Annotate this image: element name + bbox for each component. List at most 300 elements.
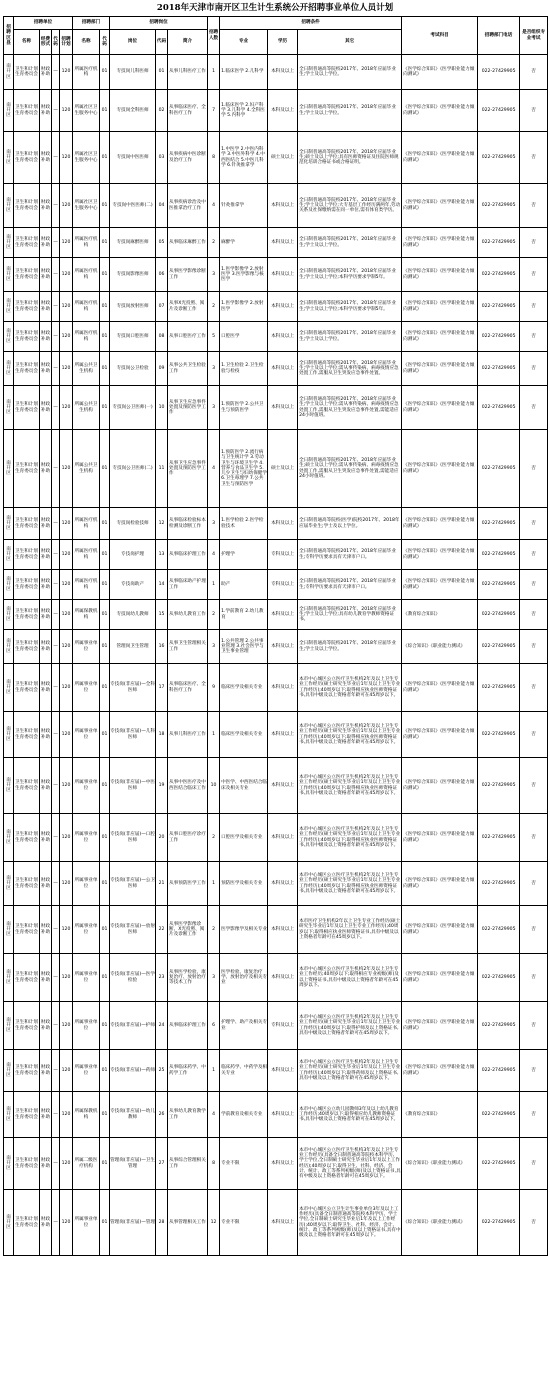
header-post: 岗位 xyxy=(110,30,156,55)
dept-name-cell: 所属社区卫生服务中心 xyxy=(73,184,100,228)
funding-cell: 财政补助 xyxy=(40,228,52,258)
dept-name-cell: 所属事业单位 xyxy=(73,758,100,814)
major-cell: 口腔医学及相关专业 xyxy=(220,814,268,862)
dept-code-cell: 01 xyxy=(100,258,110,292)
post-cell: 专技岗(非应届)—全科医师 xyxy=(110,664,156,712)
district-cell: 南开区 xyxy=(4,292,14,322)
prof-test-cell: 否 xyxy=(520,508,548,540)
plan-cell: 120 xyxy=(60,664,73,712)
other-cell: 全日制普通高等院校2017年、2018年应届毕业生;学士及以上学位;本科学历要求学制5年。 xyxy=(298,292,402,322)
other-cell: 全日制普通高等院校2017年、2018年应届毕业生;学士及以上学位;大专基层工作经历满两年,劳动关系及社保缴纳需在同一单位,需有体育类学历。 xyxy=(298,184,402,228)
post-code-cell: 28 xyxy=(156,1190,168,1256)
code-cell: — xyxy=(52,1092,60,1138)
phone-cell: 022-27429905 xyxy=(478,630,520,664)
post-code-cell: 07 xyxy=(156,292,168,322)
header-plan: 招聘计划 xyxy=(60,30,73,55)
unit-name-cell: 卫生和计划生育委员会 xyxy=(14,630,40,664)
major-cell: 临床医学及相关专业 xyxy=(220,712,268,758)
dept-name-cell: 所属保教机构 xyxy=(73,1092,100,1138)
other-cell: 本市中心城区公立医疗卫生机构2年及以上卫生专业工作经历(硕士研究生毕业后1年及以上卫生专业工作经历);40周岁以下;取得相应执业医师资格证书,具有中级及以上资格者年龄可在45周岁以下。 xyxy=(298,814,402,862)
header-exam: 考试科目 xyxy=(402,17,478,55)
exam-cell: 《医学综合知识》《医学职业能力倾向测试》 xyxy=(402,292,478,322)
district-cell: 南开区 xyxy=(4,906,14,954)
plan-cell: 120 xyxy=(60,430,73,508)
phone-cell: 022-27429905 xyxy=(478,906,520,954)
exam-cell: 《医学综合知识》《医学职业能力倾向测试》 xyxy=(402,1050,478,1092)
edu-cell: 本科及以上 xyxy=(268,1138,298,1190)
plan-cell: 120 xyxy=(60,228,73,258)
plan-cell: 120 xyxy=(60,954,73,1002)
table-row xyxy=(4,258,548,292)
count-cell: 2 xyxy=(208,814,220,862)
phone-cell: 022-27429905 xyxy=(478,430,520,508)
count-cell: 7 xyxy=(208,90,220,132)
phone-cell: 022-27429905 xyxy=(478,758,520,814)
post-code-cell: 19 xyxy=(156,758,168,814)
edu-cell: 硕士及以上 xyxy=(268,132,298,184)
unit-name-cell: 卫生和计划生育委员会 xyxy=(14,758,40,814)
dept-code-cell: 01 xyxy=(100,292,110,322)
count-cell: 3 xyxy=(208,386,220,430)
other-cell: 本市中心城区公立医疗卫生机构2年及以上卫生专业工作经历(硕士研究生毕业后1年及以上卫生专业工作经历);40周岁以下;取得相应执业医师资格证书,具有中级及以上资格者年龄可在45周岁以下。 xyxy=(298,758,402,814)
count-cell: 3 xyxy=(208,352,220,386)
table-row xyxy=(4,352,548,386)
count-cell: 4 xyxy=(208,1092,220,1138)
dept-code-cell: 01 xyxy=(100,712,110,758)
prof-test-cell: 否 xyxy=(520,600,548,630)
post-code-cell: 03 xyxy=(156,132,168,184)
exam-cell: 《医学综合知识》《医学职业能力倾向测试》 xyxy=(402,664,478,712)
count-cell: 1 xyxy=(208,55,220,90)
desc-cell: 从事儿科医疗工作 xyxy=(168,712,208,758)
dept-name-cell: 所属医疗机构 xyxy=(73,228,100,258)
desc-cell: 从事卫生应急事件处置及预防医学工作 xyxy=(168,430,208,508)
plan-cell: 120 xyxy=(60,508,73,540)
unit-name-cell: 卫生和计划生育委员会 xyxy=(14,906,40,954)
desc-cell: 从事医学影像诊断工作 xyxy=(168,258,208,292)
funding-cell: 财政补助 xyxy=(40,508,52,540)
major-cell: 学前教育及相关专业 xyxy=(220,1092,268,1138)
district-cell: 南开区 xyxy=(4,322,14,352)
district-cell: 南开区 xyxy=(4,862,14,906)
count-cell: 3 xyxy=(208,954,220,1002)
other-cell: 本市中心城区公立医疗卫生机构2年及以上卫生专业工作经历(硕士研究生毕业后1年及以上卫生专业工作经历);40周岁以下;取得护师及以上资格证书,具有中级及以上资格者年龄可在45周岁以下。 xyxy=(298,1002,402,1050)
table-row xyxy=(4,292,548,322)
code-cell: — xyxy=(52,906,60,954)
post-cell: 专技岗公卫医师(二) xyxy=(110,430,156,508)
plan-cell: 120 xyxy=(60,570,73,600)
edu-cell: 本科及以上 xyxy=(268,386,298,430)
desc-cell: 从事临床检验标本检测及诊断工作 xyxy=(168,508,208,540)
edu-cell: 本科及以上 xyxy=(268,184,298,228)
edu-cell: 专科及以上 xyxy=(268,1002,298,1050)
phone-cell: 022-27429905 xyxy=(478,862,520,906)
funding-cell: 财政补助 xyxy=(40,1138,52,1190)
edu-cell: 本科及以上 xyxy=(268,954,298,1002)
other-cell: 全日制普通高等院校2017年、2018年应届毕业生;学士及以上学位;本科学历要求学制5年。 xyxy=(298,258,402,292)
edu-cell: 本科及以上 xyxy=(268,228,298,258)
funding-cell: 财政补助 xyxy=(40,352,52,386)
post-cell: 专技岗中医医师(二) xyxy=(110,184,156,228)
post-cell: 专技岗(非应届)—口腔医师 xyxy=(110,814,156,862)
post-cell: 专技岗全科医师 xyxy=(110,90,156,132)
funding-cell: 财政补助 xyxy=(40,814,52,862)
post-code-cell: 16 xyxy=(156,630,168,664)
code-cell: — xyxy=(52,758,60,814)
major-cell: 临床医学及相关专业 xyxy=(220,664,268,712)
other-cell: 全日制普通高等院校2017年、2018年应届毕业生;学士及以上学位;需从事传染病、病毒疫情应急处置工作,需服从卫生突发应急事件处置,需能适应24小时值班。 xyxy=(298,386,402,430)
dept-code-cell: 01 xyxy=(100,664,110,712)
prof-test-cell: 否 xyxy=(520,906,548,954)
plan-cell: 120 xyxy=(60,814,73,862)
header-dept-code: 代码 xyxy=(100,30,110,55)
dept-code-cell: 01 xyxy=(100,758,110,814)
dept-code-cell: 01 xyxy=(100,814,110,862)
edu-cell: 本科及以上 xyxy=(268,1050,298,1092)
major-cell: 医学影像学及相关专业 xyxy=(220,906,268,954)
prof-test-cell: 否 xyxy=(520,386,548,430)
funding-cell: 财政补助 xyxy=(40,292,52,322)
plan-cell: 120 xyxy=(60,352,73,386)
exam-cell: 《教育综合知识》 xyxy=(402,600,478,630)
dept-name-cell: 所属二级医疗机构 xyxy=(73,1138,100,1190)
header-desc: 简介 xyxy=(168,30,208,55)
district-cell: 南开区 xyxy=(4,184,14,228)
unit-name-cell: 卫生和计划生育委员会 xyxy=(14,1138,40,1190)
exam-cell: 《综合知识》《职业能力测试》 xyxy=(402,1190,478,1256)
dept-name-cell: 所属事业单位 xyxy=(73,1190,100,1256)
count-cell: 4 xyxy=(208,430,220,508)
edu-cell: 本科及以上 xyxy=(268,664,298,712)
edu-cell: 本科及以上 xyxy=(268,508,298,540)
code-cell: — xyxy=(52,664,60,712)
funding-cell: 财政补助 xyxy=(40,184,52,228)
post-code-cell: 08 xyxy=(156,322,168,352)
other-cell: 本市中心城区公立卫生计生事业单位3年及以上工作经历(具备全日制普通高等院校本科学历、学士学位,全日制硕士研究生毕业后1年及以上工作经历);40周岁以下;取得卫生、社科、经济、会计、统计、政工等系列初级(师)及以上资格证书,具有中级及以上资格者年龄可在45周岁以下。 xyxy=(298,1190,402,1256)
prof-test-cell: 否 xyxy=(520,322,548,352)
prof-test-cell: 否 xyxy=(520,630,548,664)
district-cell: 南开区 xyxy=(4,386,14,430)
funding-cell: 财政补助 xyxy=(40,90,52,132)
code-cell: — xyxy=(52,228,60,258)
post-cell: 专技岗(非应届)—药师 xyxy=(110,1050,156,1092)
table-row xyxy=(4,430,548,508)
desc-cell: 从事管理相关工作 xyxy=(168,1190,208,1256)
post-cell: 专技岗助产 xyxy=(110,570,156,600)
exam-cell: 《医学综合知识》《医学职业能力倾向测试》 xyxy=(402,906,478,954)
edu-cell: 本科及以上 xyxy=(268,322,298,352)
prof-test-cell: 否 xyxy=(520,258,548,292)
major-cell: 助产 xyxy=(220,570,268,600)
count-cell: 3 xyxy=(208,630,220,664)
phone-cell: 022-27429905 xyxy=(478,1190,520,1256)
exam-cell: 《医学综合知识》《医学职业能力倾向测试》 xyxy=(402,430,478,508)
table-row xyxy=(4,90,548,132)
exam-cell: 《综合知识》《职业能力测试》 xyxy=(402,1138,478,1190)
header-other: 其它 xyxy=(298,30,402,55)
other-cell: 全日制普通高等院校2017年、2018年应届毕业生;硕士及以上学位;具有医师资格证及住院医师规范化培训合格证书或合格证明。 xyxy=(298,132,402,184)
code-cell: — xyxy=(52,132,60,184)
phone-cell: 022-27429905 xyxy=(478,228,520,258)
plan-cell: 120 xyxy=(60,1138,73,1190)
page-title: 2018年天津市南开区卫生计生系统公开招聘事业单位人员计划 xyxy=(156,3,394,13)
header-group-dept: 招聘部门 xyxy=(73,17,110,30)
post-code-cell: 20 xyxy=(156,814,168,862)
unit-name-cell: 卫生和计划生育委员会 xyxy=(14,352,40,386)
code-cell: — xyxy=(52,184,60,228)
post-code-cell: 21 xyxy=(156,862,168,906)
other-cell: 本市中心城区公立医疗卫生机构2年及以上卫生专业工作经历;40周岁以下;取得相应专业初级(师)及以上资格证书,具有中级及以上资格者年龄可在45周岁以下。 xyxy=(298,954,402,1002)
post-cell: 专技岗幼儿教师 xyxy=(110,600,156,630)
phone-cell: 022-27429905 xyxy=(478,55,520,90)
funding-cell: 财政补助 xyxy=(40,1190,52,1256)
exam-cell: 《医学综合知识》《医学职业能力倾向测试》 xyxy=(402,322,478,352)
unit-name-cell: 卫生和计划生育委员会 xyxy=(14,184,40,228)
edu-cell: 本科及以上 xyxy=(268,1092,298,1138)
prof-test-cell: 否 xyxy=(520,712,548,758)
phone-cell: 022-27429905 xyxy=(478,508,520,540)
district-cell: 南开区 xyxy=(4,430,14,508)
header-prof-test: 是否组织专业考试 xyxy=(520,17,548,55)
phone-cell: 022-27429905 xyxy=(478,292,520,322)
plan-cell: 120 xyxy=(60,862,73,906)
table-row xyxy=(4,712,548,758)
district-cell: 南开区 xyxy=(4,758,14,814)
count-cell: 4 xyxy=(208,184,220,228)
code-cell: — xyxy=(52,954,60,1002)
funding-cell: 财政补助 xyxy=(40,55,52,90)
edu-cell: 本科及以上 xyxy=(268,90,298,132)
major-cell: 1.公共管理 2.公共事业管理 3.社会医学与卫生事业管理 xyxy=(220,630,268,664)
phone-cell: 022-27429905 xyxy=(478,664,520,712)
unit-name-cell: 卫生和计划生育委员会 xyxy=(14,132,40,184)
count-cell: 12 xyxy=(208,1190,220,1256)
desc-cell: 从事中医医疗及中西医结合临床工作 xyxy=(168,758,208,814)
funding-cell: 财政补助 xyxy=(40,1050,52,1092)
code-cell: — xyxy=(52,292,60,322)
code-cell: — xyxy=(52,430,60,508)
code-cell: — xyxy=(52,600,60,630)
desc-cell: 从事卫生应急事件处置及预防医学工作 xyxy=(168,386,208,430)
district-cell: 南开区 xyxy=(4,1138,14,1190)
funding-cell: 财政补助 xyxy=(40,540,52,570)
unit-name-cell: 卫生和计划生育委员会 xyxy=(14,292,40,322)
phone-cell: 022-27429905 xyxy=(478,570,520,600)
dept-name-cell: 所属医疗机构 xyxy=(73,508,100,540)
major-cell: 1.预防医学 2.公共卫生与预防医学 xyxy=(220,386,268,430)
dept-name-cell: 所属医疗机构 xyxy=(73,292,100,322)
unit-name-cell: 卫生和计划生育委员会 xyxy=(14,1092,40,1138)
desc-cell: 从事临床药学、中药学工作 xyxy=(168,1050,208,1092)
dept-name-cell: 所属公共卫生机构 xyxy=(73,386,100,430)
district-cell: 南开区 xyxy=(4,1092,14,1138)
major-cell: 1.临床医学 2.儿科学 xyxy=(220,55,268,90)
code-cell: — xyxy=(52,386,60,430)
dept-code-cell: 01 xyxy=(100,630,110,664)
phone-cell: 022-27429905 xyxy=(478,712,520,758)
post-cell: 专技岗影像医师 xyxy=(110,258,156,292)
code-cell: — xyxy=(52,508,60,540)
desc-cell: 从事疾病诊治及中医推拿治疗工作 xyxy=(168,184,208,228)
edu-cell: 本科及以上 xyxy=(268,862,298,906)
code-cell: — xyxy=(52,862,60,906)
major-cell: 1.医学影像学 2.放射医学 3.医学影像与核医学 xyxy=(220,258,268,292)
exam-cell: 《医学综合知识》《医学职业能力倾向测试》 xyxy=(402,228,478,258)
post-code-cell: 22 xyxy=(156,906,168,954)
post-cell: 专技岗(非应届)—医学检验 xyxy=(110,954,156,1002)
edu-cell: 本科及以上 xyxy=(268,814,298,862)
post-cell: 专技岗(非应届)—儿科医师 xyxy=(110,712,156,758)
desc-cell: 从事卫生管理相关工作 xyxy=(168,630,208,664)
dept-name-cell: 所属公共卫生机构 xyxy=(73,430,100,508)
dept-code-cell: 01 xyxy=(100,352,110,386)
post-cell: 专技岗口腔医师 xyxy=(110,322,156,352)
prof-test-cell: 否 xyxy=(520,664,548,712)
other-cell: 本市中心城区公立医疗卫生机构2年及以上卫生专业工作经历(硕士研究生毕业后1年及以上卫生专业工作经历);40周岁以下;取得相应执业医师资格证书,具有中级及以上资格者年龄可在45周岁以下。 xyxy=(298,712,402,758)
dept-code-cell: 01 xyxy=(100,954,110,1002)
major-cell: 针灸推拿学 xyxy=(220,184,268,228)
district-cell: 南开区 xyxy=(4,1002,14,1050)
header-funding: 经费形式 xyxy=(40,30,52,55)
code-cell: — xyxy=(52,540,60,570)
table-row xyxy=(4,954,548,1002)
dept-code-cell: 01 xyxy=(100,862,110,906)
table-row xyxy=(4,600,548,630)
dept-code-cell: 01 xyxy=(100,1050,110,1092)
header-count: 招聘人数 xyxy=(208,17,220,55)
dept-name-cell: 所属事业单位 xyxy=(73,814,100,862)
phone-cell: 022-27429905 xyxy=(478,322,520,352)
prof-test-cell: 否 xyxy=(520,430,548,508)
unit-name-cell: 卫生和计划生育委员会 xyxy=(14,1190,40,1256)
exam-cell: 《医学综合知识》《医学职业能力倾向测试》 xyxy=(402,540,478,570)
district-cell: 南开区 xyxy=(4,954,14,1002)
edu-cell: 本科及以上 xyxy=(268,600,298,630)
dept-code-cell: 01 xyxy=(100,570,110,600)
post-cell: 管理岗(非应届)—管理 xyxy=(110,1190,156,1256)
unit-name-cell: 卫生和计划生育委员会 xyxy=(14,258,40,292)
count-cell: 10 xyxy=(208,758,220,814)
dept-name-cell: 所属医疗机构 xyxy=(73,322,100,352)
prof-test-cell: 否 xyxy=(520,814,548,862)
funding-cell: 财政补助 xyxy=(40,1092,52,1138)
desc-cell: 从事口腔医疗工作 xyxy=(168,322,208,352)
phone-cell: 022-27429905 xyxy=(478,132,520,184)
edu-cell: 专科及以上 xyxy=(268,540,298,570)
district-cell: 南开区 xyxy=(4,814,14,862)
post-code-cell: 12 xyxy=(156,508,168,540)
funding-cell: 财政补助 xyxy=(40,386,52,430)
plan-cell: 120 xyxy=(60,630,73,664)
count-cell: 5 xyxy=(208,322,220,352)
header-edu: 学历 xyxy=(268,30,298,55)
code-cell: — xyxy=(52,712,60,758)
count-cell: 3 xyxy=(208,508,220,540)
post-code-cell: 17 xyxy=(156,664,168,712)
phone-cell: 022-27429905 xyxy=(478,386,520,430)
dept-code-cell: 01 xyxy=(100,1138,110,1190)
desc-cell: 从事幼儿教育工作 xyxy=(168,600,208,630)
major-cell: 口腔医学 xyxy=(220,322,268,352)
post-code-cell: 11 xyxy=(156,430,168,508)
header-district: 招聘区县 xyxy=(4,17,14,55)
post-cell: 专技岗儿科医师 xyxy=(110,55,156,90)
major-cell: 1.临床医学 2.妇产科学 3.儿科学 4.全科医学 5.内科学 xyxy=(220,90,268,132)
desc-cell: 从事预防医学工作 xyxy=(168,862,208,906)
plan-cell: 120 xyxy=(60,712,73,758)
dept-code-cell: 01 xyxy=(100,1092,110,1138)
major-cell: 1.中医学 2.中医内科学 3.中医外科学 4.中西医结合 5.中医儿科学 6.针灸推拿学 xyxy=(220,132,268,184)
code-cell: — xyxy=(52,570,60,600)
count-cell: 6 xyxy=(208,1002,220,1050)
district-cell: 南开区 xyxy=(4,630,14,664)
desc-cell: 从事临床助产护理工作 xyxy=(168,570,208,600)
unit-name-cell: 卫生和计划生育委员会 xyxy=(14,814,40,862)
header-dept-name: 名称 xyxy=(73,30,100,55)
phone-cell: 022-27429905 xyxy=(478,1050,520,1092)
unit-name-cell: 卫生和计划生育委员会 xyxy=(14,570,40,600)
edu-cell: 专科及以上 xyxy=(268,570,298,600)
unit-name-cell: 卫生和计划生育委员会 xyxy=(14,228,40,258)
count-cell: 1 xyxy=(208,712,220,758)
major-cell: 麻醉学 xyxy=(220,228,268,258)
major-cell: 1.学前教育 2.幼儿教育 xyxy=(220,600,268,630)
dept-name-cell: 所属医疗机构 xyxy=(73,55,100,90)
table-row xyxy=(4,1190,548,1256)
post-cell: 专技岗检验技师 xyxy=(110,508,156,540)
district-cell: 南开区 xyxy=(4,570,14,600)
post-code-cell: 26 xyxy=(156,1092,168,1138)
dept-name-cell: 所属事业单位 xyxy=(73,862,100,906)
desc-cell: 从事临床护理工作 xyxy=(168,1002,208,1050)
funding-cell: 财政补助 xyxy=(40,430,52,508)
phone-cell: 022-27429905 xyxy=(478,954,520,1002)
unit-name-cell: 卫生和计划生育委员会 xyxy=(14,508,40,540)
district-cell: 南开区 xyxy=(4,55,14,90)
dept-name-cell: 所属事业单位 xyxy=(73,906,100,954)
desc-cell: 从事临床护理工作 xyxy=(168,540,208,570)
edu-cell: 本科及以上 xyxy=(268,1190,298,1256)
dept-name-cell: 所属事业单位 xyxy=(73,630,100,664)
dept-code-cell: 01 xyxy=(100,1002,110,1050)
header-group-unit: 招聘单位 xyxy=(14,17,73,30)
exam-cell: 《医学综合知识》《医学职业能力倾向测试》 xyxy=(402,258,478,292)
exam-cell: 《医学综合知识》《医学职业能力倾向测试》 xyxy=(402,758,478,814)
post-cell: 专技岗麻醉医师 xyxy=(110,228,156,258)
post-code-cell: 10 xyxy=(156,386,168,430)
dept-code-cell: 01 xyxy=(100,508,110,540)
count-cell: 4 xyxy=(208,540,220,570)
unit-name-cell: 卫生和计划生育委员会 xyxy=(14,90,40,132)
edu-cell: 本科及以上 xyxy=(268,630,298,664)
count-cell: 3 xyxy=(208,258,220,292)
major-cell: 护理学 xyxy=(220,540,268,570)
dept-code-cell: 01 xyxy=(100,322,110,352)
code-cell: — xyxy=(52,1050,60,1092)
plan-cell: 120 xyxy=(60,600,73,630)
funding-cell: 财政补助 xyxy=(40,132,52,184)
code-cell: — xyxy=(52,630,60,664)
plan-cell: 120 xyxy=(60,322,73,352)
major-cell: 中医学、中西医结合临床及相关专业 xyxy=(220,758,268,814)
dept-name-cell: 所属社区卫生服务中心 xyxy=(73,90,100,132)
desc-cell: 从事幼儿教育教学工作 xyxy=(168,1092,208,1138)
phone-cell: 022-27429905 xyxy=(478,258,520,292)
phone-cell: 022-27429905 xyxy=(478,540,520,570)
unit-name-cell: 卫生和计划生育委员会 xyxy=(14,1050,40,1092)
count-cell: 2 xyxy=(208,292,220,322)
plan-cell: 120 xyxy=(60,758,73,814)
